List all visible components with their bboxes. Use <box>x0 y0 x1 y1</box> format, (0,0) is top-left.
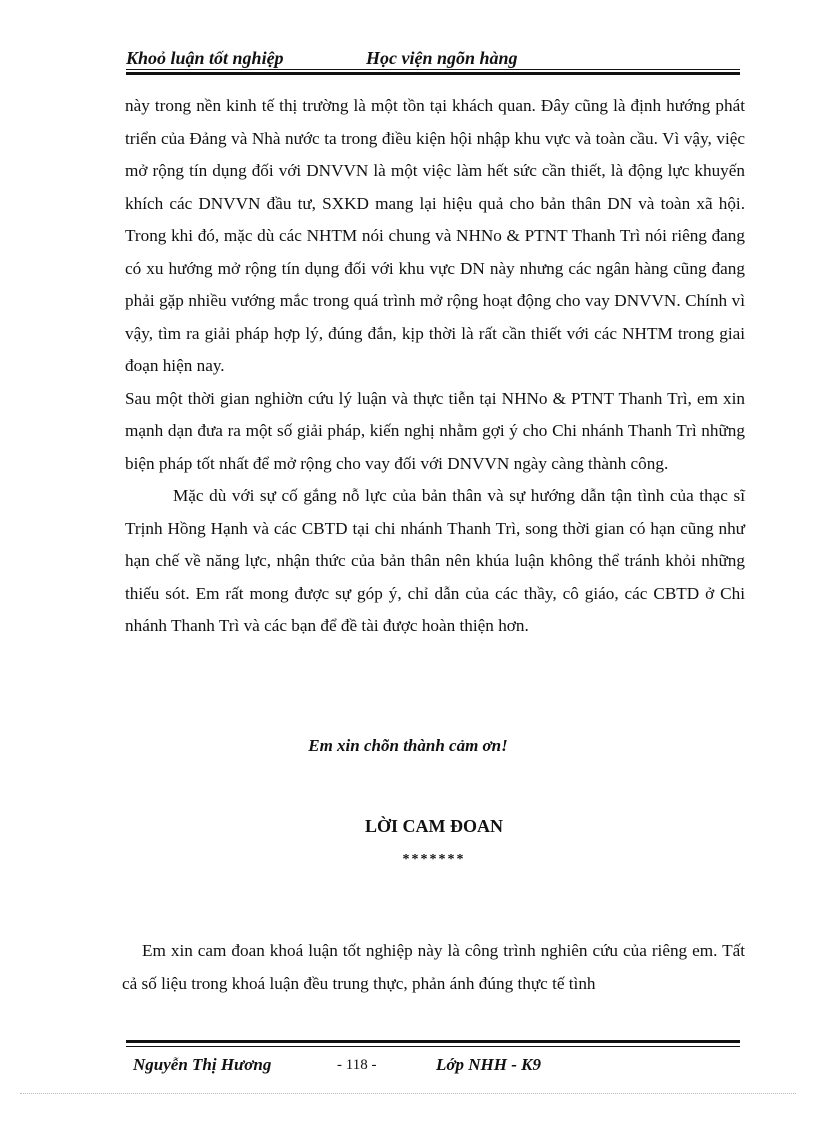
footer-rule-thick <box>126 1040 740 1043</box>
header-thesis-title: Khoỏ luận tốt nghiệp <box>126 48 284 68</box>
footer-rule-thin <box>126 1046 740 1047</box>
body-text <box>125 90 745 643</box>
header-rule-thin <box>126 69 740 70</box>
thanks-line: Em xin chõn thành cảm ơn! <box>308 736 508 755</box>
footer-class: Lớp NHH - K9 <box>436 1055 541 1074</box>
commitment-paragraph: Em xin cam đoan khoá luận tốt nghiệp này là công trình nghiên cứu của riêng em. Tất cả số liệu trong khoá luận đều trung thực, phản ánh đúng thực tế tình <box>122 941 745 993</box>
page-bottom-dotted-border <box>20 1093 796 1094</box>
commitment-stars: ******* <box>402 852 466 867</box>
header-institution: Học viện ngõn hàng <box>366 48 518 68</box>
paragraph-research: Sau một thời gian nghiờn cứu lý luận và thực tiễn tại NHNo & PTNT Thanh Trì, em xin mạnh dạn đưa ra một số giải pháp, kiến nghị nhằm gợi ý cho Chi nhánh Thanh Trì những biện pháp tốt nhất để mở rộng cho vay đối với DNVVN ngày càng thành công. <box>125 388 745 473</box>
paragraph-continuation: này trong nền kinh tế thị trường là một tồn tại khách quan. Đây cũng là định hướng phát triển của Đảng và Nhà nước ta trong điều kiện hội nhập khu vực và toàn cầu. Vì vậy, việc mở rộng tín dụng đối với DNVVN là một việc làm hết sức cần thiết, là động lực khuyến khích các DNVVN đầu tư, SXKD mang lại hiệu quả cho bản thân DN và toàn xã hội. Trong khi đó, mặc dù các NHTM nói chung và NHNo & PTNT Thanh Trì nói riêng đang có xu hướng mở rộng tín dụng đối với khu vực DN này nhưng các ngân hàng cũng đang phải gặp nhiều vướng mắc trong quá trình mở rộng hoạt động cho vay DNVVN. Chính vì vậy, tìm ra giải pháp hợp lý, đúng đắn, kịp thời là rất cần thiết với các NHTM trong giai đoạn hiện nay. <box>125 96 745 375</box>
commitment-body <box>122 935 745 1000</box>
footer-page-number: - 118 - <box>337 1057 377 1073</box>
page-header <box>126 46 740 70</box>
header-rule-thick <box>126 72 740 75</box>
footer-author: Nguyễn Thị Hương <box>133 1055 272 1074</box>
commitment-title: LỜI CAM ĐOAN <box>365 816 503 836</box>
paragraph-acknowledgement: Mặc dù với sự cố gắng nỗ lực của bản thân và sự hướng dẫn tận tình của thạc sĩ Trịnh Hồng Hạnh và các CBTD tại chi nhánh Thanh Trì, song thời gian có hạn cũng như hạn chế về năng lực, nhận thức của bản thân nên khúa luận không thể tránh khỏi những thiếu sót. Em rất mong được sự góp ý, chỉ dẫn của các thầy, cô giáo, các CBTD ở Chi nhánh Thanh Trì và các bạn để đề tài được hoàn thiện hơn. <box>125 486 745 635</box>
